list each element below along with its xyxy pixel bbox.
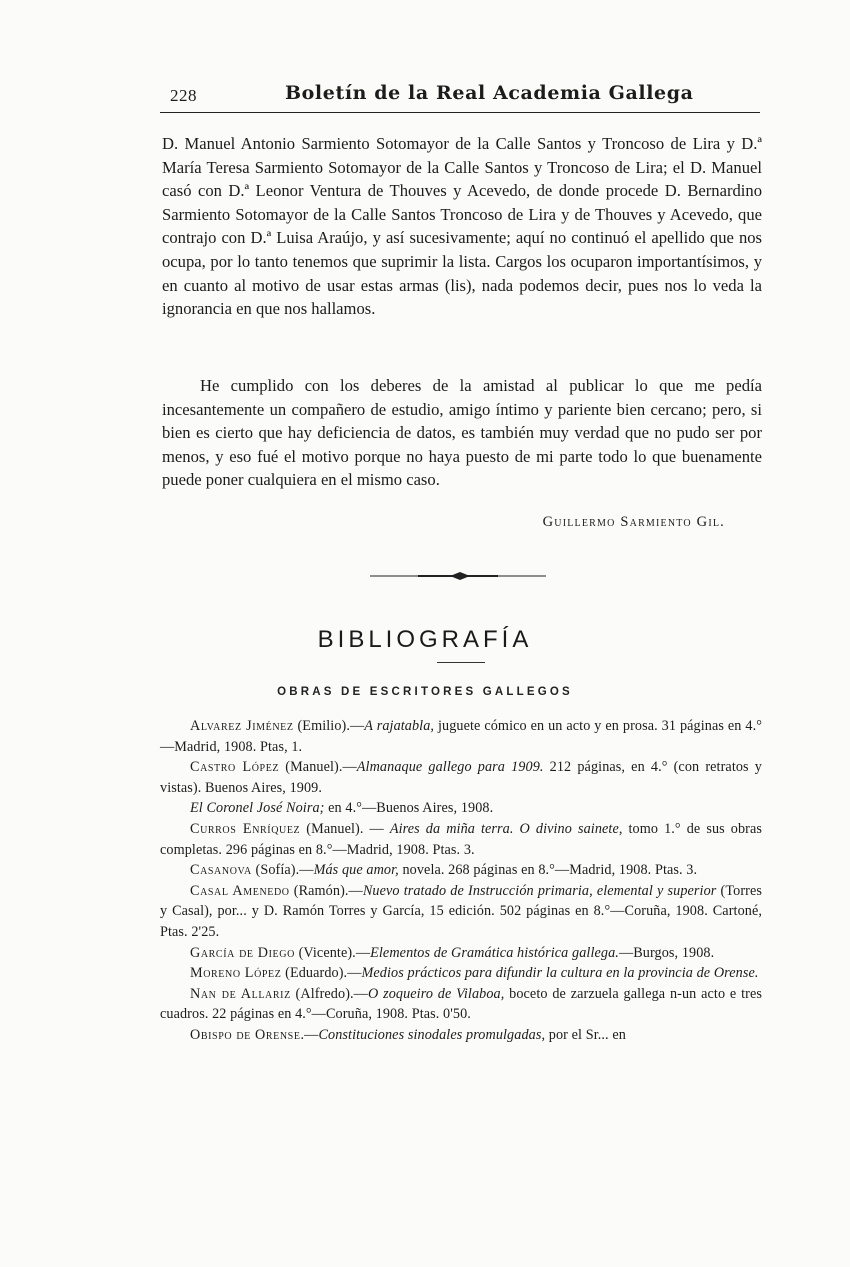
running-head: Boletín de la Real Academia Gallega — [285, 82, 694, 104]
entry-author-detail: .— — [300, 1026, 319, 1043]
entry-details: por el Sr... en — [545, 1026, 626, 1043]
entry-title: Nuevo tratado de Instrucción primaria, elemental y superior — [362, 882, 717, 899]
entry-title: A rajatabla, — [364, 718, 435, 734]
entry-details: boceto de zarzuela gallega n-un acto e tres cuadros. 22 páginas en 4.°—Coruña, 1908. Ptas. 0'50. — [160, 985, 762, 1023]
paragraph-closing: He cumplido con los deberes de la amistad al publicar lo que me pedía incesantemente un compañero de estudio, amigo íntimo y pariente bien cercano; pero, si bien es cierto que hay deficiencia de datos, es también muy verdad que no pudo ser por menos, y eso fué el motivo porque no haya puesto de mi parte todo lo que buenamente puede poner cualquiera en el mismo caso. — [162, 376, 762, 490]
bibliography-entry — [160, 881, 762, 943]
entry-author-detail: (Emilio).— — [293, 718, 365, 734]
bibliography-entry — [160, 819, 762, 860]
entry-author-detail: (Eduardo).— — [281, 965, 362, 982]
bibliography-entry — [160, 943, 762, 964]
bibliography-entry — [160, 984, 762, 1025]
entry-author: Moreno López — [190, 965, 282, 982]
entry-title: El Coronel José Noira; — [190, 800, 325, 817]
bibliography-entry — [160, 798, 762, 819]
page-number: 228 — [170, 86, 197, 105]
entry-author-detail: (Alfredo).— — [290, 985, 368, 1002]
title-underline — [437, 662, 485, 663]
entry-details: —Burgos, 1908. — [618, 944, 715, 961]
entry-details: juguete cómico en un acto y en prosa. 31 páginas en 4.°—Madrid, 1908. Ptas, 1. — [160, 718, 762, 755]
entry-details: 212 páginas, en 4.° (con retratos y vistas). Buenos Aires, 1909. — [160, 759, 762, 796]
author-signature: Guillermo Sarmiento Gil. — [542, 514, 725, 530]
entry-details: (Torres y Casal), por... y D. Ramón Torres y García, 15 edición. 502 páginas en 8.°—Coruña, 1908. Cartoné, Ptas. 2'25. — [160, 882, 762, 940]
entry-author: Alvarez Jiménez — [190, 718, 294, 734]
bibliography-entry — [160, 716, 762, 757]
bibliography-entry — [160, 963, 762, 984]
entry-author: Obispo de Orense — [190, 1026, 301, 1043]
entry-title: Aires da miña terra. O divino sainete, — [389, 820, 623, 837]
entry-title: Almanaque gallego para 1909. — [356, 759, 544, 776]
entry-details: novela. 268 páginas en 8.°—Madrid, 1908. Ptas. 3. — [398, 862, 698, 879]
entry-author-detail: (Sofía).— — [251, 862, 314, 879]
entry-author-detail: (Manuel).— — [279, 759, 357, 776]
entry-author-detail: (Ramón).— — [289, 882, 363, 899]
entry-title: Constituciones sinodales promulgadas, — [318, 1026, 546, 1043]
section-title: BIBLIOGRAFÍA — [317, 626, 533, 653]
ornamental-divider — [368, 568, 548, 584]
entry-author-detail: (Vicente).— — [294, 944, 371, 961]
paragraph-genealogy: D. Manuel Antonio Sarmiento Sotomayor de la Calle Santos y Troncoso de Lira y D.ª María Teresa Sarmiento Sotomayor de la Calle Santos y Troncoso de Lira; el D. Manuel casó con D.ª Leonor Ventura de Thouves y Acevedo, de donde procede D. Bernardino Sarmiento Sotomayor de la Calle Santos Troncoso de Lira y de Thouves y Acevedo, que contrajo con D.ª Luisa Araújo, y así sucesivamente; aquí no continuó el apellido que nos ocupa, por lo tanto tenemos que suprimir la lista. Cargos los ocuparon importantísimos, y en cuanto al motivo de usar estas armas (lis), nada podemos decir, pues nos lo veda la ignorancia en que nos hallamos. — [162, 134, 762, 319]
bibliography-entry — [160, 1025, 762, 1046]
page-header — [160, 82, 760, 113]
subsection-title: OBRAS DE ESCRITORES GALLEGOS — [277, 686, 573, 698]
entry-title: O zoqueiro de Vilaboa, — [367, 985, 505, 1002]
entry-author: Casanova — [190, 862, 252, 879]
entry-author: Castro López — [190, 759, 280, 776]
entry-author: Casal Amenedo — [190, 882, 290, 899]
entry-title: Más que amor, — [313, 862, 399, 879]
entry-details: en 4.°—Buenos Aires, 1908. — [324, 800, 494, 817]
bibliography-entry — [160, 757, 762, 798]
entry-author: Nan de Allariz — [190, 985, 291, 1002]
divider-diamond — [450, 572, 470, 580]
entry-title: Elementos de Gramática histórica gallega. — [370, 944, 619, 961]
entry-title: Medios prácticos para difundir la cultura en la provincia de Orense. — [361, 965, 759, 982]
bibliography-list — [160, 716, 762, 1046]
bibliography-entry — [160, 860, 762, 881]
entry-author: García de Diego — [190, 944, 295, 961]
entry-author-detail: (Manuel). — — [300, 820, 390, 837]
entry-author: Curros Enríquez — [190, 820, 301, 837]
entry-details: tomo 1.° de sus obras completas. 296 páginas en 8.°—Madrid, 1908. Ptas. 3. — [160, 820, 763, 858]
